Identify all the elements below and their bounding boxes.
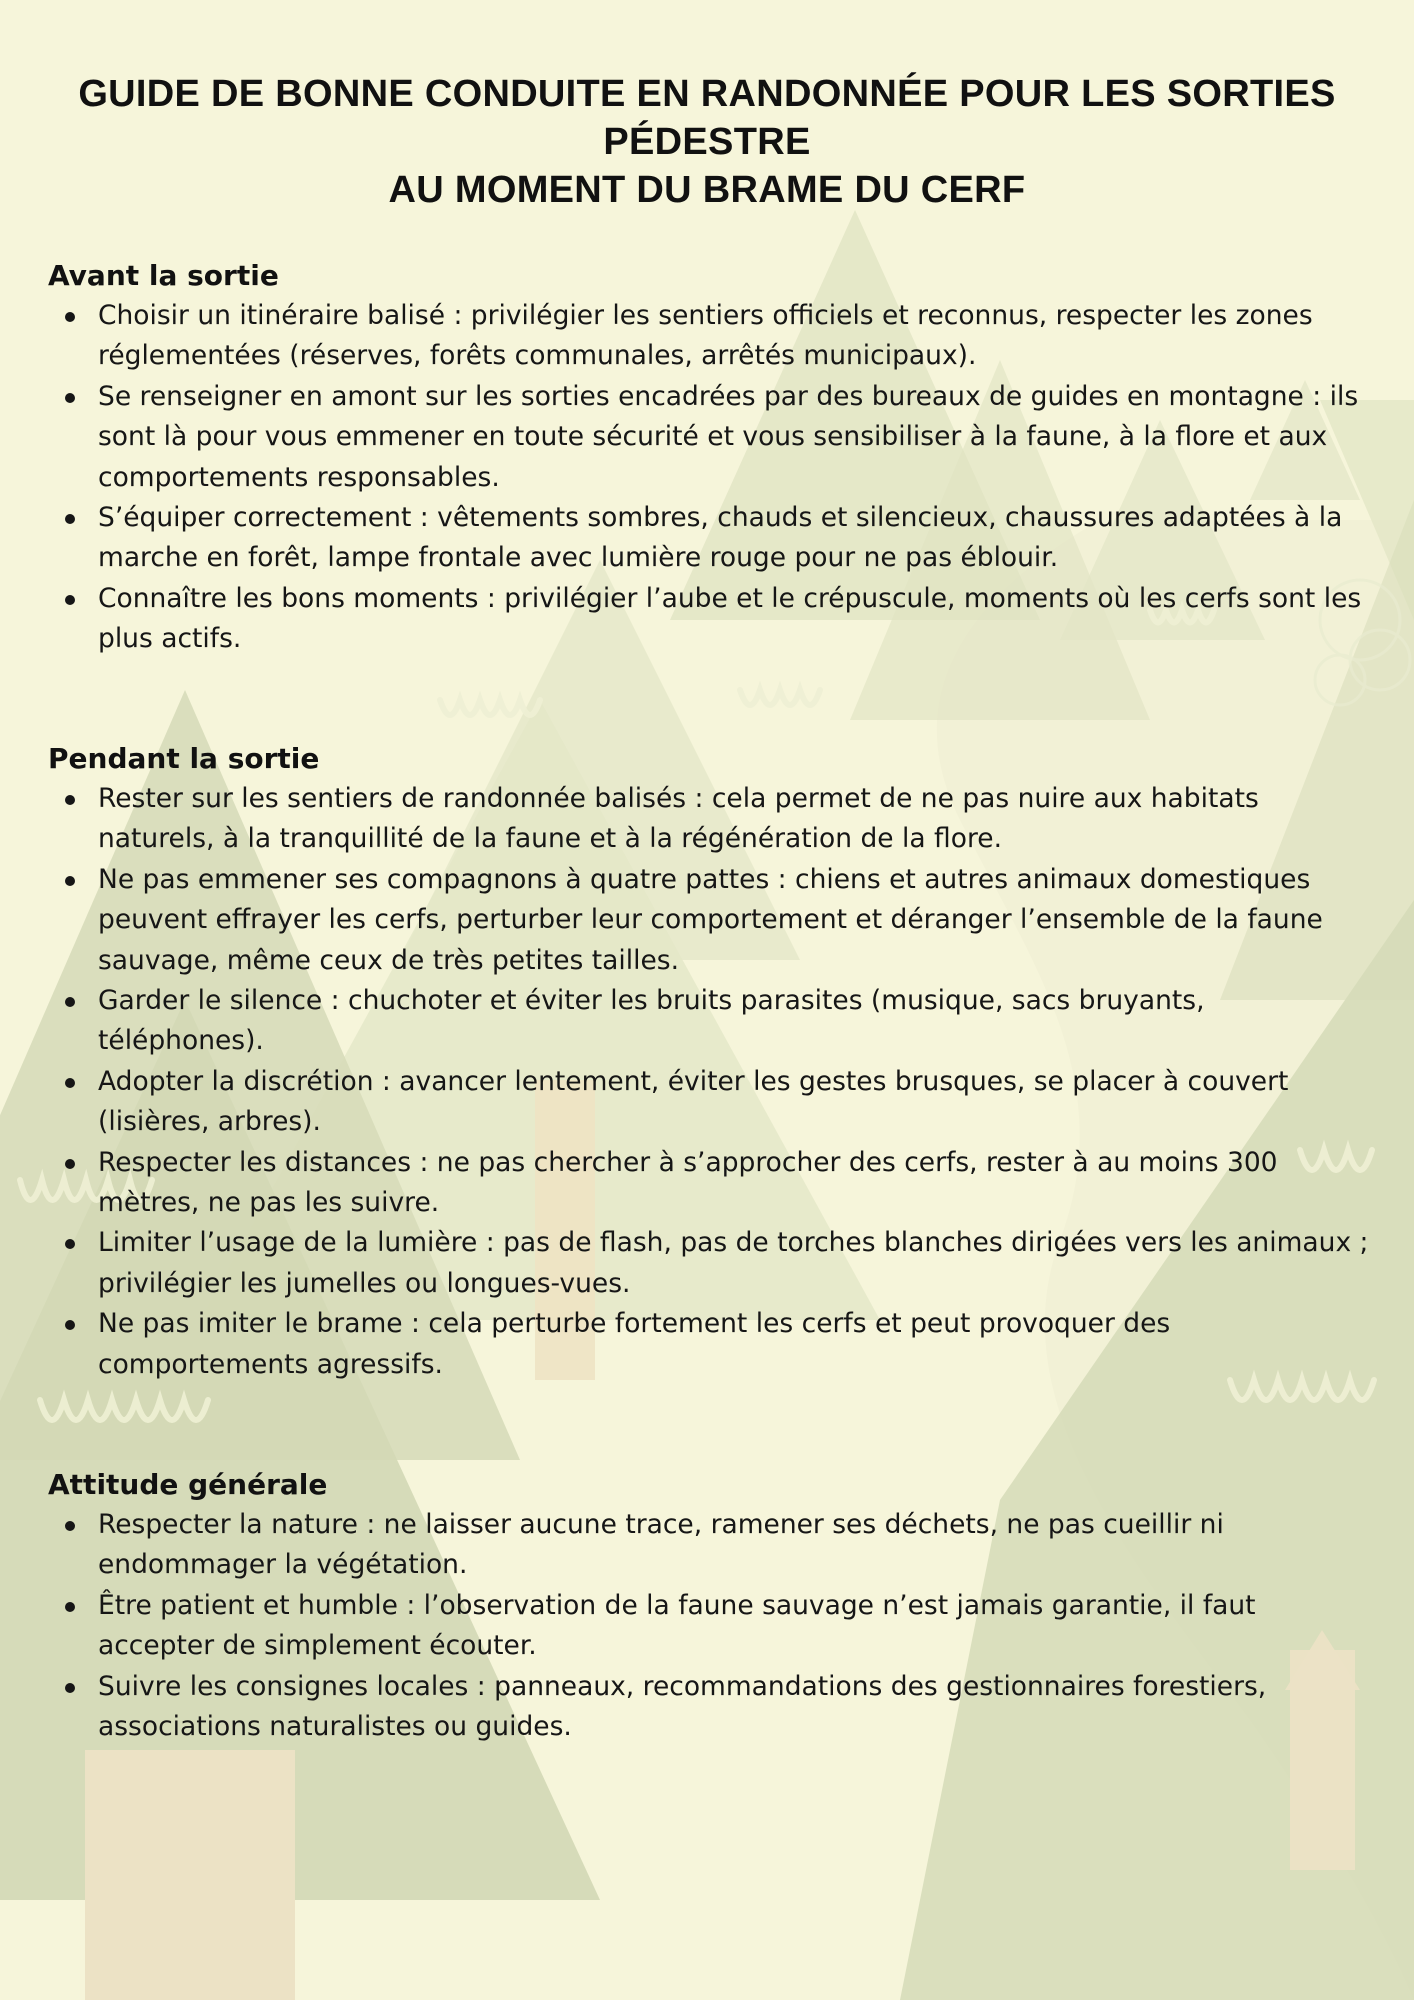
section-avant-la-sortie (48, 256, 1378, 660)
list-item: S’équiper correctement : vêtements sombres, chauds et silencieux, chaussures adaptées à la marche en forêt, lampe frontale avec lumière rouge pour ne pas éblouir. (48, 498, 1378, 579)
list-item: Respecter la nature : ne laisser aucune trace, ramener ses déchets, ne pas cueillir ni endommager la végétation. (48, 1505, 1378, 1586)
bullet-list (48, 779, 1378, 1385)
list-item: Choisir un itinéraire balisé : privilégier les sentiers officiels et reconnus, respecter les zones réglementées (réserves, forêts communales, arrêtés municipaux). (48, 296, 1378, 377)
list-item: Adopter la discrétion : avancer lentement, éviter les gestes brusques, se placer à couvert (lisières, arbres). (48, 1062, 1378, 1143)
list-item: Se renseigner en amont sur les sorties encadrées par des bureaux de guides en montagne : ils sont là pour vous emmener en toute sécurité et vous sensibiliser à la faune, à la flore et aux comportements responsables. (48, 377, 1378, 498)
bullet-list (48, 1505, 1378, 1747)
page-title-line-1: GUIDE DE BONNE CONDUITE EN RANDONNÉE POUR LES SORTIES PÉDESTRE (78, 73, 1336, 163)
section-heading: Attitude générale (48, 1468, 328, 1501)
list-item: Rester sur les sentiers de randonnée balisés : cela permet de ne pas nuire aux habitats naturels, à la tranquillité de la faune et à la régénération de la flore. (48, 779, 1378, 860)
list-item: Être patient et humble : l’observation de la faune sauvage n’est jamais garantie, il faut accepter de simplement écouter. (48, 1586, 1378, 1667)
list-item: Ne pas imiter le brame : cela perturbe fortement les cerfs et peut provoquer des comportements agressifs. (48, 1304, 1378, 1385)
list-item: Limiter l’usage de la lumière : pas de flash, pas de torches blanches dirigées vers les animaux ; privilégier les jumelles ou longues-vues. (48, 1223, 1378, 1304)
list-item: Suivre les consignes locales : panneaux, recommandations des gestionnaires forestiers, associations naturalistes ou guides. (48, 1667, 1378, 1748)
page-title (20, 70, 1394, 214)
section-heading: Pendant la sortie (48, 742, 320, 775)
list-item: Garder le silence : chuchoter et éviter les bruits parasites (musique, sacs bruyants, téléphones). (48, 981, 1378, 1062)
page-title-line-2: AU MOMENT DU BRAME DU CERF (388, 169, 1026, 211)
list-item: Ne pas emmener ses compagnons à quatre pattes : chiens et autres animaux domestiques peuvent effrayer les cerfs, perturber leur comportement et déranger l’ensemble de la faune sauvage, même ceux de très petites tailles. (48, 860, 1378, 981)
section-pendant-la-sortie (48, 739, 1378, 1385)
section-heading: Avant la sortie (48, 259, 279, 292)
section-attitude-generale (48, 1465, 1378, 1747)
list-item: Respecter les distances : ne pas chercher à s’approcher des cerfs, rester à au moins 300 mètres, ne pas les suivre. (48, 1143, 1378, 1224)
list-item: Connaître les bons moments : privilégier l’aube et le crépuscule, moments où les cerfs sont les plus actifs. (48, 579, 1378, 660)
bullet-list (48, 296, 1378, 660)
